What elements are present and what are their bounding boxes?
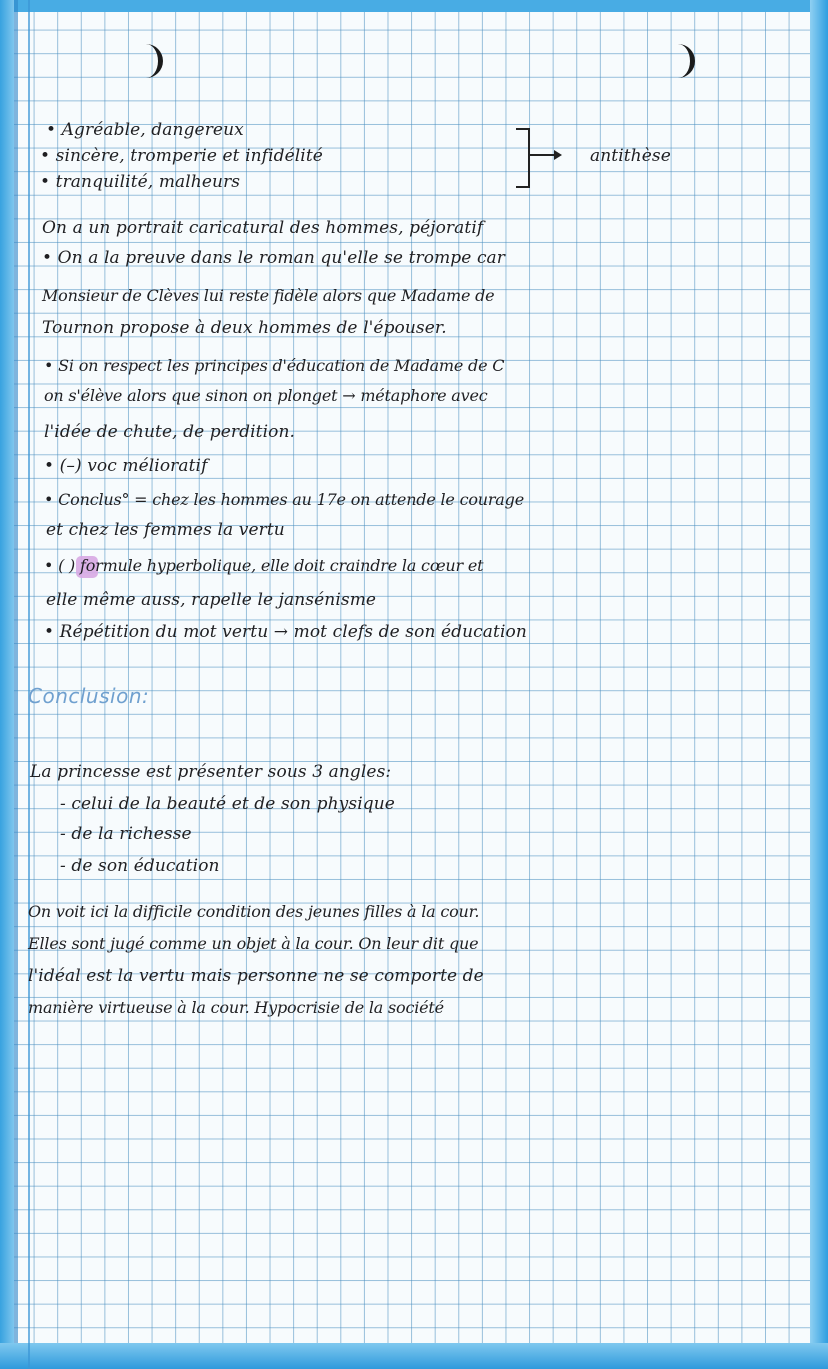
- page-bottom-edge: [0, 1343, 828, 1369]
- note-line-6: Monsieur de Clèves lui reste fidèle alors que Madame de: [42, 286, 495, 305]
- conclusion-line-6: Elles sont jugé comme un objet à la cour. On leur dit que: [28, 934, 479, 953]
- note-line-16: • Répétition du mot vertu → mot clefs de son éducation: [44, 622, 527, 642]
- note-line-15: elle même auss, rapelle le jansénisme: [46, 590, 377, 610]
- note-line-2: • sincère, tromperie et infidélité: [40, 146, 323, 166]
- grouping-bracket: [516, 128, 530, 188]
- binder-hole-right: [668, 44, 695, 78]
- conclusion-line-7: l'idéal est la vertu mais personne ne se comporte de: [28, 966, 484, 986]
- page-right-edge: [810, 0, 828, 1369]
- note-line-9: on s'élève alors que sinon on plonget → métaphore avec: [44, 386, 488, 405]
- antithese-label: antithèse: [590, 146, 671, 166]
- binder-hole-left: [136, 44, 163, 78]
- page-top-edge: [0, 0, 828, 12]
- note-line-3: • tranquilité, malheurs: [40, 172, 241, 192]
- note-line-5: • On a la preuve dans le roman qu'elle se trompe car: [42, 248, 506, 268]
- note-line-10: l'idée de chute, de perdition.: [44, 422, 296, 442]
- page-left-edge: [0, 0, 14, 1369]
- note-line-13: et chez les femmes la vertu: [46, 520, 285, 540]
- note-line-11: • (–) voc mélioratif: [44, 456, 208, 476]
- conclusion-line-1: La princesse est présenter sous 3 angles:: [30, 762, 392, 782]
- arrow-icon: [530, 154, 560, 156]
- note-line-14: • ( ) formule hyperbolique, elle doit craindre la cœur et: [44, 556, 484, 575]
- conclusion-title: Conclusion:: [28, 684, 150, 708]
- conclusion-line-8: manière virtueuse à la cour. Hypocrisie de la société: [28, 998, 444, 1017]
- note-line-8: • Si on respect les principes d'éducation de Madame de C: [44, 356, 505, 375]
- page-left-border: [14, 0, 18, 1369]
- note-line-12: • Conclus° = chez les hommes au 17e on attende le courage: [44, 490, 524, 509]
- conclusion-line-5: On voit ici la difficile condition des jeunes filles à la cour.: [28, 902, 480, 921]
- note-line-4: On a un portrait caricatural des hommes, péjoratif: [42, 218, 484, 238]
- conclusion-line-4: - de son éducation: [60, 856, 220, 876]
- conclusion-line-3: - de la richesse: [60, 824, 192, 844]
- note-line-7: Tournon propose à deux hommes de l'épouser.: [42, 318, 447, 338]
- note-line-1: • Agréable, dangereux: [46, 120, 244, 140]
- conclusion-line-2: - celui de la beauté et de son physique: [60, 794, 395, 814]
